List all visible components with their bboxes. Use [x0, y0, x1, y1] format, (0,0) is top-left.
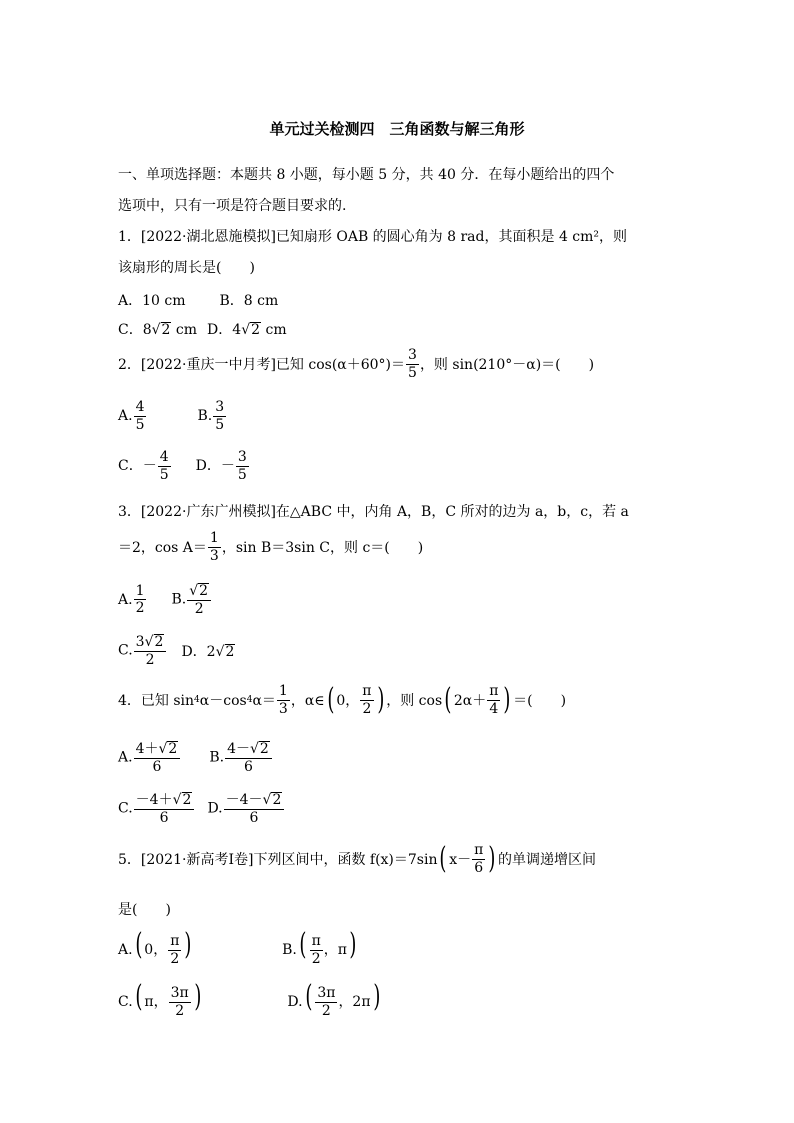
page-title: 单元过关检测四 三角函数与解三角形	[269, 120, 525, 138]
q1-options-row1	[118, 290, 278, 310]
q4-options-row2	[118, 792, 285, 825]
q2-option-a: A. $\frac{4}{5}$	[118, 399, 145, 433]
fraction: 3 √ 2 2	[134, 634, 167, 667]
fraction: 4＋ √ 2 6	[134, 741, 181, 774]
q5-options-row2	[118, 979, 382, 1019]
q1-options-row2	[118, 319, 287, 339]
q1-option-d: D．4 √ 2 cm	[207, 322, 287, 339]
left-paren: (	[135, 979, 143, 1014]
right-paren: )	[503, 682, 511, 718]
q5-option-a: A.( 0， $\frac{\pi}{2}$ )	[118, 927, 192, 967]
sqrt-symbol: √ 2	[262, 792, 282, 808]
fraction: $\frac{4}{5}$	[159, 449, 169, 483]
fraction: －4＋ √ 2 6	[134, 792, 195, 825]
q1-stem-line1: 1．[2022·湖北恩施模拟]已知扇形 OAB 的圆心角为 8 rad，其面积是 4 cm²，则	[118, 229, 628, 245]
q1-stem-line2: 该扇形的周长是( )	[118, 260, 255, 276]
right-paren: )	[488, 841, 496, 877]
left-paren: (	[439, 841, 447, 877]
fraction: $\frac{3}{5}$	[408, 347, 417, 381]
left-paren: (	[134, 927, 142, 962]
fraction: $\frac{\pi}{2}$	[170, 932, 180, 967]
q5-stem-line2: 是( )	[118, 902, 171, 918]
q2-options-row1	[118, 400, 227, 432]
q2-option-c: C．－ $\frac{4}{5}$	[118, 449, 169, 483]
q3-stem-line2: ＝2，cos A＝ $\frac{1}{3}$ ，sin B＝3sin C，则 c＝( )	[118, 530, 424, 564]
q2-stem: 2．[2022·重庆一中月考]已知 cos(α＋60°)＝ $\frac{3}{5}$ ，则 sin(210°－α)＝( )	[118, 347, 595, 381]
q5-stem-line1: 5．[2021·新高考Ⅰ卷]下列区间中，函数 f(x)＝7sin ( x－ $\frac{\pi}{6}$ ) 的单调递增区间	[118, 841, 597, 877]
sqrt-symbol: √ 2	[241, 322, 261, 339]
fraction: $\frac{4}{5}$	[135, 399, 145, 433]
q4-options-row1	[118, 741, 273, 774]
left-paren: (	[299, 927, 307, 962]
fraction: $\frac{1}{3}$	[278, 683, 288, 717]
q1-option-a: A．10 cm	[118, 293, 186, 309]
q2-option-b: B. $\frac{3}{5}$	[197, 399, 225, 433]
q3-stem-line1: 3．[2022·广东广州模拟]在△ABC 中，内角 A，B，C 所对的边为 a，b，c，若 a	[118, 504, 629, 520]
left-paren: (	[327, 682, 335, 718]
right-paren: )	[372, 979, 380, 1014]
fraction: $\frac{\pi}{6}$	[474, 842, 484, 876]
q2-option-d: D．－ $\frac{3}{5}$	[195, 449, 247, 483]
q4-option-b: B. 4－ √ 2 6	[209, 741, 273, 774]
sqrt-symbol: √ 2	[172, 792, 192, 808]
q4-stem: 4．已知 sin 4 α－cos 4 α＝ $\frac{1}{3}$ ，α∈ ( 0， $\frac{\pi}{2}$ ) ，则 cos ( 2α＋ $\frac{\pi}{4}$ ) ＝( )	[118, 682, 567, 718]
sqrt-symbol: √ 2	[189, 583, 209, 599]
q4-option-d: D. －4－ √ 2 6	[207, 792, 285, 825]
sqrt-symbol: √ 2	[151, 322, 171, 339]
fraction: $\frac{3\pi}{2}$	[317, 984, 336, 1019]
right-paren: )	[194, 979, 202, 1014]
right-paren: )	[349, 927, 357, 962]
sqrt-symbol: √ 2	[144, 634, 164, 650]
fraction: $\frac{\pi}{2}$	[362, 683, 372, 717]
fraction: $\frac{\pi}{4}$	[489, 683, 499, 717]
q3-option-b: B. √ 2 2	[171, 583, 212, 616]
fraction: √ 2 2	[187, 583, 211, 616]
section-intro-line1: 一、单项选择题：本题共 8 小题，每小题 5 分，共 40 分．在每小题给出的四个	[118, 167, 615, 183]
q3-options-row1	[118, 583, 212, 616]
right-paren: )	[184, 927, 192, 962]
q3-option-c: C. 3 √ 2 2	[118, 634, 167, 667]
q3-options-row2	[118, 634, 235, 667]
left-paren: (	[444, 682, 452, 718]
q5-option-b: B.( $\frac{\pi}{2}$ ，π)	[282, 927, 357, 967]
q3-option-a: A. $\frac{1}{2}$	[118, 582, 145, 617]
q3-option-d: D．2 √ 2	[181, 643, 235, 660]
q2-options-row2	[118, 450, 250, 482]
section-intro-line2: 选项中，只有一项是符合题目要求的.	[118, 198, 347, 214]
q4-option-a: A. 4＋ √ 2 6	[118, 741, 181, 774]
fraction: －4－ √ 2 6	[224, 792, 285, 825]
fraction: $\frac{3}{5}$	[237, 449, 247, 483]
fraction: $\frac{\pi}{2}$	[311, 932, 321, 967]
q5-option-d: D.( $\frac{3\pi}{2}$ ，2π)	[287, 979, 380, 1019]
fraction: $\frac{3\pi}{2}$	[170, 984, 189, 1019]
sqrt-symbol: √ 2	[215, 643, 235, 660]
fraction: 4－ √ 2 6	[225, 741, 272, 774]
q1-option-c: C．8 √ 2 cm	[118, 322, 198, 339]
q1-option-b: B．8 cm	[219, 293, 279, 309]
fraction: $\frac{1}{2}$	[135, 582, 145, 617]
fraction: $\frac{1}{3}$	[209, 530, 219, 564]
right-paren: )	[376, 682, 384, 718]
left-paren: (	[304, 979, 312, 1014]
q5-option-c: C.( π， $\frac{3\pi}{2}$ )	[118, 979, 202, 1019]
q5-options-row1	[118, 927, 359, 967]
fraction: $\frac{3}{5}$	[215, 399, 225, 433]
sqrt-symbol: √ 2	[158, 741, 178, 757]
q4-option-c: C. －4＋ √ 2 6	[118, 792, 195, 825]
sqrt-symbol: √ 2	[250, 741, 269, 757]
